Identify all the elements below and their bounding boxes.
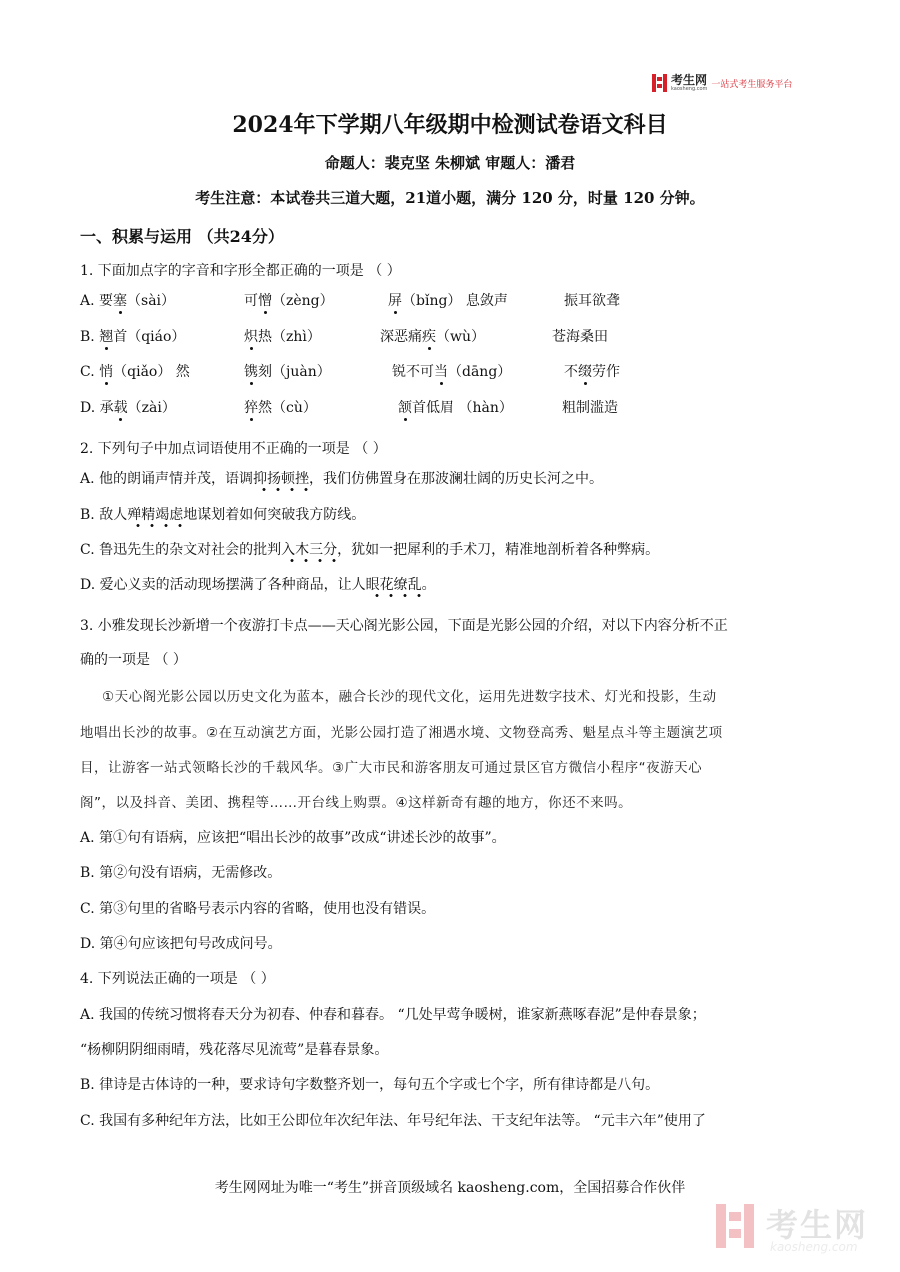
q3-passage-line4: 阁”，以及抖音、美团、携程等……开台线上购票。④这样新奇有趣的地方，你还不来吗。 xyxy=(80,795,633,811)
logo-slogan: 一站式考生服务平台 xyxy=(711,79,793,90)
q3-stem-line2: 确的一项是 （ ） xyxy=(80,652,187,668)
q4-option-b: B. 律诗是古体诗的一种，要求诗句字数整齐划一，每句五个字或七个字，所有律诗都是八句。 xyxy=(80,1077,660,1093)
q4-option-a-line1: A. 我国的传统习惯将春天分为初春、仲春和暮春。 “几处早莺争暖树，谁家新燕啄春泥”是仲春景象； xyxy=(80,1007,706,1023)
exam-notice: 考生注意：本试卷共三道大题，21道小题，满分 120 分，时量 120 分钟。 xyxy=(195,189,705,207)
q3-option-d: D. 第④句应该把句号改成问号。 xyxy=(80,936,282,952)
exam-authors: 命题人：裴克坚 朱柳斌 审题人：潘君 xyxy=(324,154,576,172)
q1-option-c-2: 镌刻（juàn） xyxy=(244,361,331,381)
q1-option-a-2: 可憎（zèng） xyxy=(244,290,334,310)
q1-option-b-1: B. 翘首（qiáo） xyxy=(80,326,185,346)
watermark-logo-icon xyxy=(716,1204,760,1248)
q3-passage-line3: 目，让游客一站式领略长沙的千载风华。③广大市民和游客朋友可通过景区官方微信小程序“夜游天心 xyxy=(80,760,703,776)
q4-option-a-line2: “杨柳阴阴细雨晴，残花落尽见流莺”是暮春景象。 xyxy=(80,1042,389,1058)
q1-option-d-1: D. 承载（zài） xyxy=(80,397,176,417)
page-footer: 考生网网址为唯一“考生”拼音顶级域名 kaosheng.com，全国招募合作伙伴 xyxy=(214,1180,686,1196)
q1-option-b-3: 深恶痛疾（wù） xyxy=(380,326,485,346)
logo-mark-icon xyxy=(652,74,668,92)
q4-option-c: C. 我国有多种纪年方法，比如王公即位年次纪年法、年号纪年法、干支纪年法等。 “元丰六年”使用了 xyxy=(80,1113,706,1129)
q2-option-d: D. 爱心义卖的活动现场摆满了各种商品，让人眼花缭乱。 xyxy=(80,574,436,594)
q1-option-a-3: 屏（bǐng） 息敛声 xyxy=(388,290,508,310)
q1-option-c-1: C. 悄（qiǎo） 然 xyxy=(80,361,190,381)
q1-option-d-2: 猝然（cù） xyxy=(244,397,317,417)
q1-option-b-2: 炽热（zhì） xyxy=(244,326,321,346)
logo-domain: kaosheng.com xyxy=(671,86,708,92)
logo-brand: 考生网 xyxy=(671,73,708,87)
q1-option-d-3: 颔首低眉 （hàn） xyxy=(398,397,513,417)
q4-stem: 4. 下列说法正确的一项是 （ ） xyxy=(80,971,275,987)
section-heading-1: 一、积累与运用 （共24分） xyxy=(80,227,284,246)
q1-option-a-4: 振耳欲聋 xyxy=(564,293,620,309)
q1-option-d-4: 粗制滥造 xyxy=(562,400,618,416)
q1-stem: 1. 下面加点字的字音和字形全都正确的一项是 （ ） xyxy=(80,263,401,279)
exam-title: 2024年下学期八年级期中检测试卷语文科目 xyxy=(232,112,668,138)
q1-option-c-3: 锐不可当（dāng） xyxy=(392,361,511,381)
q2-stem: 2. 下列句子中加点词语使用不正确的一项是 （ ） xyxy=(80,441,387,457)
q1-option-c-4: 不缀劳作 xyxy=(564,361,620,381)
q3-option-c: C. 第③句里的省略号表示内容的省略，使用也没有错误。 xyxy=(80,901,436,917)
q1-option-a-1: A. 要塞（sài） xyxy=(80,290,175,310)
q3-passage-line1: ①天心阁光影公园以历史文化为蓝本，融合长沙的现代文化，运用先进数字技术、灯光和投影，生动 xyxy=(102,689,717,705)
q3-option-a: A. 第①句有语病，应该把“唱出长沙的故事”改成“讲述长沙的故事”。 xyxy=(80,830,506,846)
q3-option-b: B. 第②句没有语病，无需修改。 xyxy=(80,865,282,881)
watermark-domain: kaosheng.com xyxy=(770,1240,858,1254)
watermark xyxy=(716,1200,886,1256)
watermark-text: 考生网 xyxy=(766,1206,869,1244)
q2-option-a: A. 他的朗诵声情并茂，语调抑扬顿挫，我们仿佛置身在那波澜壮阔的历史长河之中。 xyxy=(80,468,603,488)
q1-option-b-4: 苍海桑田 xyxy=(552,329,608,345)
q2-a-dotted: 抑扬顿挫 xyxy=(253,471,309,492)
q3-stem-line1: 3. 小雅发现长沙新增一个夜游打卡点——天心阁光影公园，下面是光影公园的介绍，对以下内容分析不正 xyxy=(80,618,728,634)
q3-passage-line2: 地唱出长沙的故事。②在互动演艺方面，光影公园打造了湘遇水境、文物登高秀、魁星点斗等主题演艺项 xyxy=(80,725,723,741)
q2-option-c: C. 鲁迅先生的杂文对社会的批判入木三分，犹如一把犀利的手术刀，精准地剖析着各种弊病。 xyxy=(80,539,659,559)
q2-option-b: B. 敌人殚精竭虑地谋划着如何突破我方防线。 xyxy=(80,504,365,524)
site-logo xyxy=(652,72,792,94)
